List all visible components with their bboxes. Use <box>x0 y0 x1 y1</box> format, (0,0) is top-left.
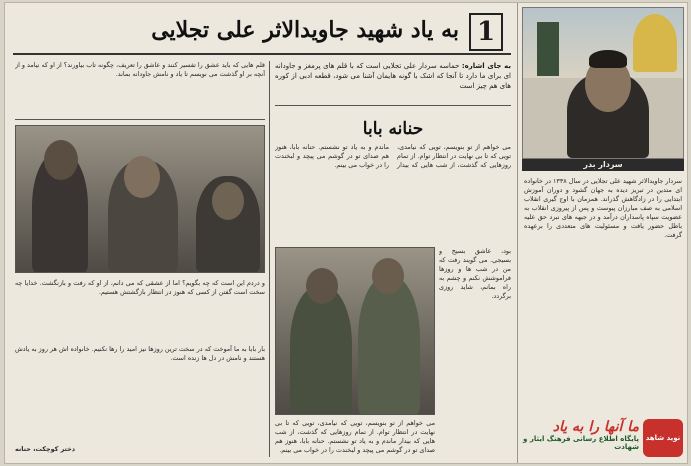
portrait-photo <box>522 7 684 159</box>
right-col-text: سردار جاویدالاثر شهید علی تجلایی در سال ۱۳۳۸ در خانواده ای متدین در تبریز دیده به جهان گشود و دوران آموزش ابتدایی را در زادگاهش گذراند. همزمان با اوج گیری انقلاب اسلامی به صف مبارزان پیوست و پس از پیروزی انقلاب به عضویت سپاه پاسداران درآمد و در جبهه های نبرد حق علیه باطل حضور یافت و مسئولیت های متعددی را برعهده گرفت. <box>524 177 682 239</box>
middle-side-text: بود، عاشق بسیج و بسیجی. می گویند رفت که من در شب ها و روزها فراموشش نکنم و چشم به راه بمانم، شاید روزی برگردد. <box>439 247 511 300</box>
navid-shahed-logo: نوید شاهد <box>643 419 683 457</box>
newspaper-page <box>4 2 688 464</box>
column-divider <box>269 61 270 457</box>
soldiers-photo <box>275 247 435 415</box>
lede-label: به جای اشاره: <box>461 62 511 70</box>
site-watermark <box>499 419 683 459</box>
middle-bottom-text: می خواهم از تو بنویسم، تویی که نیامدی، تویی که تا بی نهایت در انتظار توام. از تمام روزهایی که گذشت، از شب هایی که بیدار ماندم و به یاد تو نشستم. حنانه بابا، هنوز هم صدای تو در گوشم می پیچد و لبخندت را در خواب می بینم. <box>275 419 435 454</box>
middle-col-text: می خواهم از تو بنویسم، تویی که نیامدی، تویی که تا بی نهایت در انتظار توام. از تمام روزهایی که گذشت، از شب هایی که بیدار ماندم و به یاد تو نشستم. حنانه بابا، هنوز هم صدای تو در گوشم می پیچد و لبخندت را در خواب می بینم. <box>275 143 511 169</box>
left-col-top-text: قلم هایی که باید عشق را تفسیر کنند و عاشق را تعریف، چگونه تاب بیاورند؟ از او که نیامد و از آنچه بر او گذشت می نویسم تا یاد و نامش جاودانه بماند. <box>15 61 265 78</box>
divider <box>275 105 511 106</box>
left-col-bottom-text: بار بابا به ما آموخت که در سخت ترین روزها نیز امید را رها نکنیم. خانواده اش هر روز به یادش هستند و نامش در دل ها زنده است. <box>15 345 265 362</box>
section-title-hanane-baba: حنانه بابا <box>362 119 424 139</box>
group-photo <box>15 125 265 273</box>
portrait-caption: سردار بدر <box>522 159 684 171</box>
headline: به یاد شهید جاویدالاثر علی تجلایی <box>151 17 459 43</box>
lede-text: حماسه سردار علی تجلایی است که با قلم های پرمغز و جاودانه ای برای ما دارد تا آنجا که اشک با گونه هایمان آشنا می شود، قطعه ادبی از کوره های هم چیز است <box>275 62 511 90</box>
right-column <box>517 3 687 464</box>
divider <box>15 119 265 120</box>
watermark-title: ما آنها را به یاد <box>552 419 639 435</box>
left-col-mid-text: و دردم این است که چه بگویم؟ اما از عشقی که می دانم، از او که رفت و بازنگشت. خدایا چه سخت است گفتن از کسی که هنوز در انتظار بازگشتش هستیم. <box>15 279 265 296</box>
header-bar <box>13 11 511 55</box>
signature: دختر کوچکت، حنانه <box>15 445 76 453</box>
lede-paragraph <box>275 61 511 91</box>
issue-number: 1 <box>469 13 503 51</box>
watermark-subtitle: پایگاه اطلاع رسانی فرهنگ ایثار و شهادت <box>523 435 639 451</box>
